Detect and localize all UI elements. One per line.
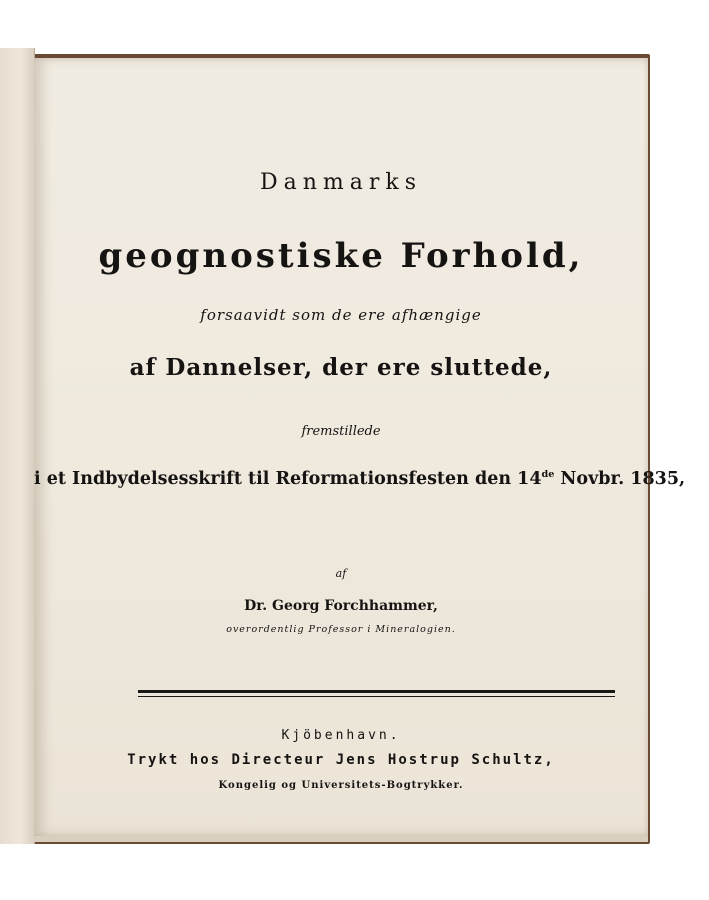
divider-thin bbox=[138, 696, 615, 697]
subtitle-line-1: forsaavidt som de ere afhængige bbox=[200, 306, 482, 324]
left-page-edge bbox=[0, 48, 35, 844]
subtitle-line-4-prefix: i et Indbydelsesskrift til Reformationsfesten den 14 bbox=[34, 469, 542, 489]
subtitle-line-4 bbox=[34, 469, 686, 489]
author-by: af bbox=[335, 567, 347, 580]
divider-thick bbox=[138, 690, 615, 693]
title-line-2: geognostiske Forhold, bbox=[98, 236, 584, 276]
subtitle-line-4-sup: de bbox=[541, 469, 555, 481]
page-bottom-edge bbox=[34, 836, 648, 842]
imprint-printer-title: Kongelig og Universitets-Bogtrykker. bbox=[218, 780, 464, 791]
subtitle-line-3: fremstillede bbox=[301, 424, 381, 439]
imprint-city: Kjöbenhavn. bbox=[281, 728, 401, 743]
title-page bbox=[34, 58, 686, 836]
author-position: overordentlig Professor i Mineralogien. bbox=[226, 624, 456, 635]
subtitle-line-4-suffix: Novbr. 1835, bbox=[554, 469, 686, 489]
imprint-printer: Trykt hos Directeur Jens Hostrup Schultz, bbox=[127, 752, 555, 768]
subtitle-line-2: af Dannelser, der ere sluttede, bbox=[129, 354, 553, 381]
author-name: Dr. Georg Forchhammer, bbox=[244, 598, 438, 614]
title-line-1: Danmarks bbox=[259, 170, 423, 195]
